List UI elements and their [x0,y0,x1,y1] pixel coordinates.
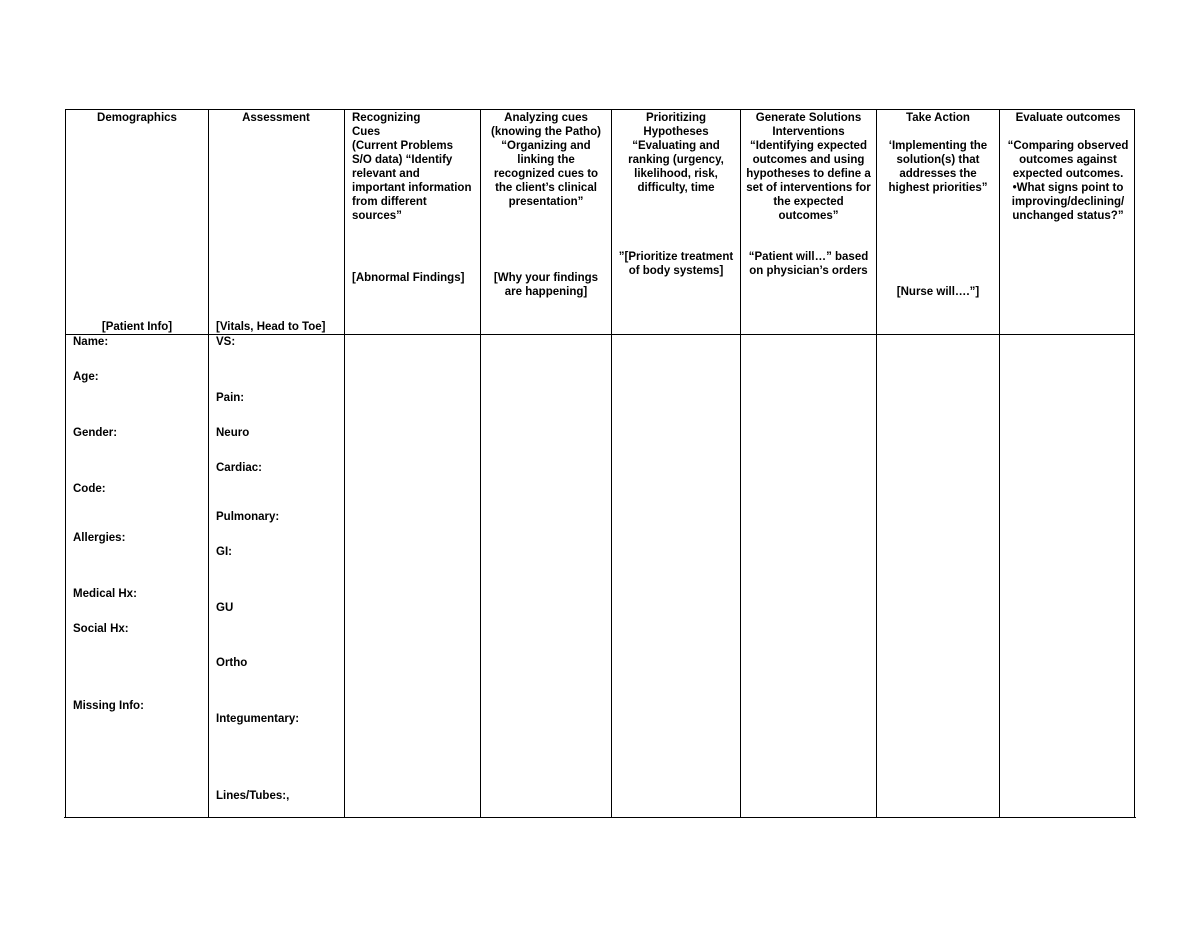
field-name[interactable]: Name: [73,336,109,348]
field-social-hx[interactable]: Social Hx: [73,623,129,635]
header-assessment-bottom-label: [Vitals, Head to Toe] [216,321,326,333]
header-prioritizing-desc: “Evaluating and ranking (urgency, likelihood, risk, difficulty, time [628,140,724,194]
field-vs[interactable]: VS: [216,336,236,348]
spacer [1004,125,1132,139]
field-lines-tubes[interactable]: Lines/Tubes:, [216,790,290,802]
header-recognizing-bottom-label: [Abnormal Findings] [352,272,465,284]
column-divider [208,110,209,817]
field-missing-info[interactable]: Missing Info: [73,700,144,712]
clinical-judgment-table [65,109,1135,817]
header-generate [741,111,876,223]
field-gender[interactable]: Gender: [73,427,118,439]
header-generate-bottom-label: “Patient will…” based on physician’s orders [748,251,869,277]
field-neuro[interactable]: Neuro [216,427,250,439]
field-pulmonary[interactable]: Pulmonary: [216,511,280,523]
field-age[interactable]: Age: [73,371,99,383]
header-prioritizing-bottom-label: ”[Prioritize treatment of body systems] [618,251,734,277]
field-allergies[interactable]: Allergies: [73,532,126,544]
header-prioritizing [612,111,740,195]
field-gi[interactable]: GI: [216,546,232,558]
header-recognizing [346,111,480,223]
generate-solutions-cell[interactable] [741,335,876,818]
header-take-action-title: Take Action [906,112,970,124]
header-assessment-bottom [212,320,348,334]
header-evaluate-title: Evaluate outcomes [1015,112,1121,124]
field-cardiac[interactable]: Cardiac: [216,462,263,474]
header-generate-desc: “Identifying expected outcomes and using hypotheses to define a set of interventions for the expected outcomes” [746,140,871,222]
header-take-action-bottom-label: [Nurse will….”] [896,286,980,298]
header-take-action-bottom [877,285,999,299]
field-ortho[interactable]: Ortho [216,657,248,669]
header-prioritizing-bottom [612,250,740,278]
header-analyzing-desc: “Organizing and linking the recognized cues to the client’s clinical presentation” [493,140,599,208]
recognizing-cues-cell[interactable] [345,335,480,818]
header-recognizing-desc: (Current Problems S/O data) “Identify relevant and important information from different sources” [352,140,472,222]
header-evaluate-desc: “Comparing observed outcomes against expected outcomes. •What signs point to improving/declining/ unchanged status?” [1007,140,1129,222]
header-generate-title: Generate Solutions Interventions [755,112,862,138]
field-pain[interactable]: Pain: [216,392,245,404]
header-take-action-desc: ‘Implementing the solution(s) that addresses the highest priorities” [888,140,988,194]
header-assessment [208,111,344,125]
header-analyzing [481,111,611,209]
header-demographics-title: Demographics [97,112,177,124]
header-recognizing-title-line2: Cues [352,126,381,138]
spacer [881,125,995,139]
analyzing-cues-cell[interactable] [481,335,611,818]
header-recognizing-bottom [346,271,480,285]
field-integumentary[interactable]: Integumentary: [216,713,300,725]
header-demographics-bottom-label: [Patient Info] [101,321,173,333]
prioritizing-hypotheses-cell[interactable] [612,335,740,818]
header-demographics-bottom [66,320,208,334]
field-code[interactable]: Code: [73,483,106,495]
header-demographics [66,111,208,125]
header-assessment-title: Assessment [242,112,310,124]
table-bottom-border [64,817,1136,818]
header-analyzing-title: Analyzing cues (knowing the Patho) [491,112,601,138]
evaluate-outcomes-cell[interactable] [1000,335,1134,818]
header-analyzing-bottom [481,271,611,299]
header-recognizing-title: Recognizing [352,112,421,124]
field-medical-hx[interactable]: Medical Hx: [73,588,137,600]
header-generate-bottom [741,250,876,278]
header-analyzing-bottom-label: [Why your findings are happening] [493,272,599,298]
header-prioritizing-title: Prioritizing Hypotheses [643,112,709,138]
field-gu[interactable]: GU [216,602,234,614]
take-action-cell[interactable] [877,335,999,818]
header-evaluate [1000,111,1136,223]
header-take-action [877,111,999,195]
